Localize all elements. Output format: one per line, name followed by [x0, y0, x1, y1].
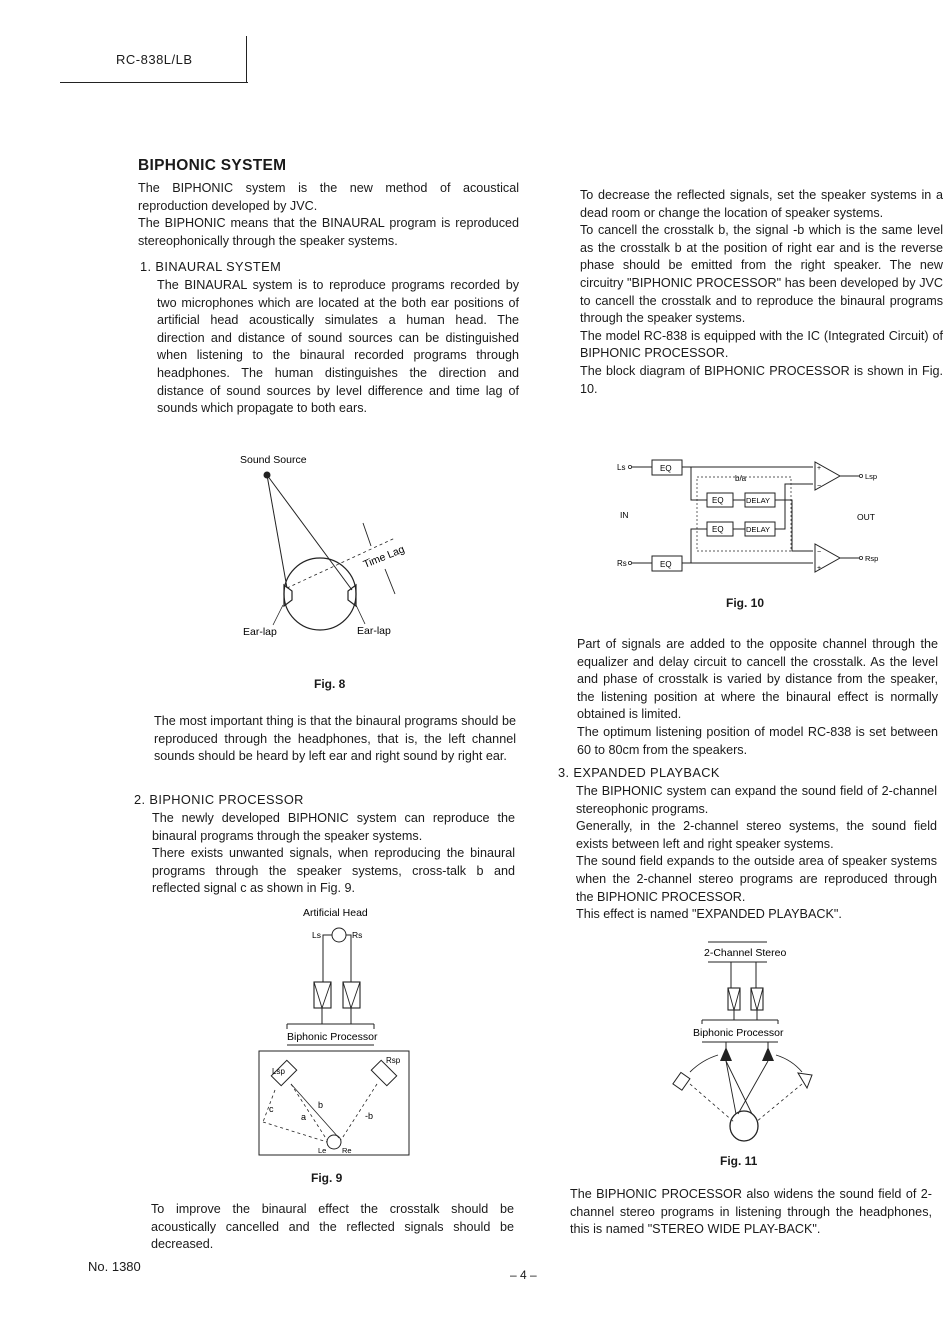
- fig10-dashed-ic-box: [697, 477, 791, 551]
- fig11-expand-arrow-right: [776, 1055, 802, 1072]
- fig9-ls-wire: [323, 935, 332, 982]
- fig10-eq-lower-label: EQ: [712, 525, 724, 534]
- fig10-out-label: OUT: [857, 512, 875, 522]
- fig9-diagram: [255, 902, 415, 1164]
- expanded-playback-heading: 3. EXPANDED PLAYBACK: [558, 765, 720, 780]
- fig9-rs-label: Rs: [352, 930, 363, 940]
- time-lag-arrow-lower: [385, 569, 395, 594]
- fig8-caption: Fig. 8: [314, 677, 346, 691]
- fig9-caption: Fig. 9: [311, 1171, 343, 1185]
- expanded-playback-block: [576, 783, 937, 924]
- fig9-a-label: a: [301, 1112, 307, 1122]
- fig11-block-right: [751, 988, 763, 1010]
- important-block: [154, 713, 516, 766]
- fig10-rs-label: Rs: [617, 559, 627, 568]
- fig10-ls-label: Ls: [617, 463, 626, 472]
- header-rule-horizontal: [60, 82, 248, 83]
- fig11-diagram: [672, 938, 822, 1146]
- head-circle: [284, 558, 356, 630]
- fig9-artificial-head-label: Artificial Head: [303, 907, 368, 919]
- fig11-stereo-label: 2-Channel Stereo: [704, 947, 787, 959]
- biphonic-processor-paragraph-2: There exists unwanted signals, when reproducing the binaural programs through the speaker systems, cross-talk b and reflected signal c as shown in Fig. 9.: [152, 846, 515, 896]
- fig10-in-label: IN: [620, 510, 629, 520]
- fig10-caption: Fig. 10: [726, 596, 765, 610]
- fig10-delay-lower-label: DELAY: [746, 525, 771, 534]
- fig8-right-ray: [267, 475, 352, 590]
- intro-block: [138, 180, 519, 250]
- stereo-wide-paragraph: The BIPHONIC PROCESSOR also widens the sound field of 2-channel stereo programs in listening through the headphones, this is named "STEREO WIDE PLAY-BACK".: [570, 1187, 932, 1237]
- fig8-sound-source-label: Sound Source: [240, 454, 307, 466]
- fig11-expand-arrow-left: [690, 1055, 718, 1072]
- expanded-paragraph-2: Generally, in the 2-channel stereo systems, the sound field exists between left and right speaker systems.: [576, 819, 937, 851]
- fig11-left-speaker: [720, 1047, 732, 1061]
- fig9-le-label: Le: [318, 1146, 327, 1155]
- fig11-caption: Fig. 11: [720, 1154, 758, 1168]
- binaural-heading: 1. BINAURAL SYSTEM: [140, 259, 282, 274]
- binaural-paragraph: The BINAURAL system is to reproduce programs recorded by two microphones which are located at the both ear positions of artificial head acoustically simulates a human head. The direction and distance of sound sources can be distinguished when listening to the binaural recorded programs through headphones. The human distinguishes the direction and distance of sound sources by level difference and time lag of sounds which propagate to both ears.: [157, 278, 519, 416]
- fig10-amp-upper-plus: +: [817, 465, 822, 472]
- fig10-ba-label: b/a: [735, 474, 747, 483]
- fig9-minus-b-label: -b: [365, 1111, 374, 1121]
- header-rule-vertical: [246, 36, 247, 83]
- expanded-paragraph-3: The sound field expands to the outside area of speaker systems when the 2-channel stereo programs are reproduced through the BIPHONIC PROCESSOR.: [576, 854, 937, 904]
- listening-position-paragraph: The optimum listening position of model RC-838 is set between 60 to 80cm from the speakers.: [577, 724, 938, 757]
- fig10-block-diagram: [615, 452, 895, 582]
- document-number: No. 1380: [88, 1259, 141, 1274]
- fig11-listener-head: [730, 1111, 758, 1141]
- fig9-listener-head: [327, 1135, 341, 1149]
- expanded-paragraph-1: The BIPHONIC system can expand the sound field of 2-channel stereophonic programs.: [576, 784, 937, 816]
- biphonic-processor-heading: 2. BIPHONIC PROCESSOR: [134, 792, 304, 807]
- fig8-diagram: [235, 448, 425, 648]
- fig11-processor-label: Biphonic Processor: [693, 1027, 784, 1039]
- fig9-re-label: Re: [342, 1146, 352, 1155]
- crosstalk-cancel-paragraph: Part of signals are added to the opposite channel through the equalizer and delay circuit to cancell the crosstalk. As the level and phase of crosstalk is varied by distance from the speaker, the listening position at where the binaural effect is normally obtained is limited.: [577, 637, 938, 722]
- fig9-ls-label: Ls: [312, 930, 321, 940]
- time-lag-arrow-upper: [363, 523, 371, 546]
- biphonic-processor-block: [152, 810, 515, 898]
- block-diagram-paragraph: The block diagram of BIPHONIC PROCESSOR is shown in Fig. 10.: [580, 363, 943, 396]
- expanded-paragraph-4: This effect is named "EXPANDED PLAYBACK".: [576, 907, 842, 922]
- fig8-ear-left-label: Ear-lap: [243, 626, 277, 638]
- fig10-rsp-label: Rsp: [865, 554, 879, 563]
- fig10-amp-upper-minus: −: [817, 483, 822, 490]
- fig10-eq-upper-label: EQ: [712, 496, 724, 505]
- fig9-rsp-label: Rsp: [386, 1056, 401, 1065]
- fig10-delay-upper-label: DELAY: [746, 496, 771, 505]
- stereo-wide-block: [570, 1186, 932, 1239]
- artificial-head-icon: [332, 928, 346, 942]
- fig8-left-ray: [267, 475, 287, 588]
- biphonic-processor-paragraph-1: The newly developed BIPHONIC system can reproduce the binaural programs through the speaker systems.: [152, 811, 515, 843]
- intro-paragraph-2: The BIPHONIC means that the BINAURAL program is reproduced stereophonically through the speaker systems.: [138, 216, 519, 248]
- fig9-lsp-label: Lsp: [272, 1067, 285, 1076]
- fig8-time-lag-label: Time Lag: [361, 543, 407, 571]
- fig10-eq-rs-label: EQ: [660, 560, 672, 569]
- right-ear-leader: [356, 605, 365, 624]
- fig10-eq-ls-label: EQ: [660, 464, 672, 473]
- reflected-paragraph: To decrease the reflected signals, set the speaker systems in a dead room or change the location of speaker systems.: [580, 188, 943, 220]
- intro-paragraph-1: The BIPHONIC system is the new method of acoustical reproduction developed by JVC.: [138, 181, 519, 213]
- improve-block: [151, 1201, 514, 1254]
- fig10-amp-lower-minus: −: [817, 549, 822, 556]
- model-ic-paragraph: The model RC-838 is equipped with the IC (Integrated Circuit) of BIPHONIC PROCESSOR.: [580, 328, 943, 361]
- left-ear-leader: [273, 605, 283, 625]
- fig11-block-left: [728, 988, 740, 1010]
- section-title: BIPHONIC SYSTEM: [138, 157, 287, 174]
- fig9-processor-label: Biphonic Processor: [287, 1031, 378, 1043]
- crosstalk-paragraph: To cancell the crosstalk b, the signal -b which is the same level as the crosstalk b at the position of right ear and is the reverse phase should be emitted from the right speaker. The new circuitry "BIPHONIC PROCESSOR" has been developed by JVC to cancell the crosstalk and to reproduce the binaural programs through the speaker systems.: [580, 223, 943, 326]
- model-number: RC-838L/LB: [116, 52, 193, 67]
- page-number: – 4 –: [510, 1268, 537, 1282]
- fig10-lsp-label: Lsp: [865, 472, 878, 481]
- right-intro-block: [580, 187, 943, 398]
- fig11-virtual-left-speaker: [673, 1072, 690, 1090]
- fig8-ear-right-label: Ear-lap: [357, 625, 391, 637]
- fig9-block-left: [314, 982, 331, 1008]
- fig10-amp-lower-plus: +: [817, 565, 822, 572]
- fig9-c-label: c: [269, 1104, 274, 1114]
- fig9-rs-wire: [346, 935, 351, 982]
- fig9-b-label: b: [318, 1100, 324, 1110]
- fig9-block-right: [343, 982, 360, 1008]
- improve-paragraph: To improve the binaural effect the crosstalk should be acoustically cancelled and the reflected signals should be decreased.: [151, 1202, 514, 1252]
- binaural-block: [157, 277, 519, 418]
- important-paragraph: The most important thing is that the binaural programs should be reproduced through the headphones, that is, the left channel sounds should be heard by left ear and right sound by right ear.: [154, 714, 516, 764]
- right-mid-block: [577, 636, 938, 759]
- fig11-right-speaker: [762, 1047, 774, 1061]
